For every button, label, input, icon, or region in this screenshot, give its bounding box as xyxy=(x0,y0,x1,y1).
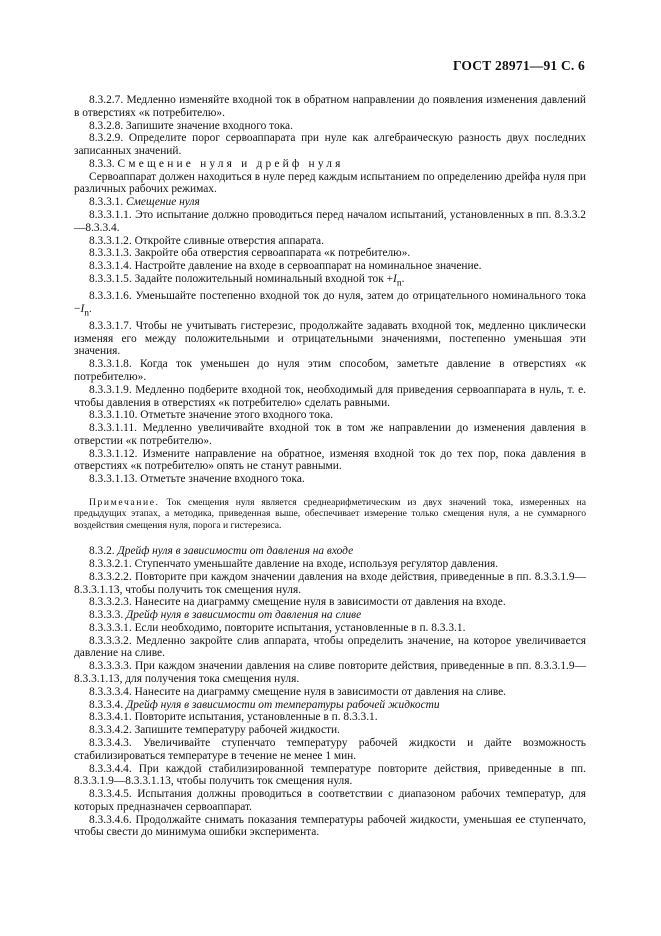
section-number: 8.3.3. xyxy=(89,157,115,170)
current-subscript: n xyxy=(396,278,402,289)
list-item: 8.3.3.4.6. Продолжайте снимать показания температуры рабочей жидкости, уменьшая ее ступенчато, чтобы свести до минимума ошибки эксперимента. xyxy=(74,813,586,839)
list-item: 8.3.3.1.9. Медленно подберите входной ток, необходимый для приведения сервоаппарата в нуль, т. е. чтобы давления в отверстиях «к потребителю» сделать равными. xyxy=(74,383,586,409)
list-item: 8.3.3.1.4. Настройте давление на входе в сервоаппарат на номинальное значение. xyxy=(89,260,482,273)
paragraph: Сервоаппарат должен находиться в нуле перед каждым испытанием по определению дрейфа нуля при различных рабочих режимах. xyxy=(74,170,586,196)
section-number: 8.3.3.3. xyxy=(89,609,124,622)
page-header: ГОСТ 28971—91 С. 6 xyxy=(452,58,585,73)
list-item xyxy=(74,290,586,320)
list-item: 8.3.3.1.1. Это испытание должно проводиться перед началом испытаний, установленных в пп. 8.3.3.2—8.3.3.4. xyxy=(74,209,586,234)
list-item: 8.3.3.3.4. Нанесите на диаграмму смещение нуля в зависимости от давления на сливе. xyxy=(89,685,507,698)
current-subscript: n xyxy=(84,308,89,319)
document-body xyxy=(74,94,586,839)
item-text: 8.3.3.1.5. Задайте положительный номинальный входной ток + xyxy=(89,272,394,285)
list-item: 8.3.3.1.11. Медленно увеличивайте входной ток в том же направлении до изменения давления в отверстии «к потребителю». xyxy=(74,422,586,447)
subsection-heading xyxy=(74,699,586,712)
list-item: 8.3.3.1.10. Отметьте значение этого входного тока. xyxy=(89,409,334,422)
section-number: 8.3.2. xyxy=(89,545,115,558)
section-number: 8.3.3.1. xyxy=(89,196,124,209)
paragraph: 8.3.2.7. Медленно изменяйте входной ток в обратном направлении до появления изменения давлений в отверстиях «к потребителю». xyxy=(74,94,586,119)
section-title: Дрейф нуля в зависимости от давления на входе xyxy=(117,545,354,558)
subsection-heading xyxy=(74,196,586,209)
note-text: Ток смещения нуля является среднеарифметическим из двух значений тока, измеренных на предыдущих этапах, а методика, приведенная выше, обеспечивает измерение только смещения нуля, а не суммарного воздействия смещения нуля, порога и гистерезиса. xyxy=(74,497,586,531)
list-item: 8.3.3.1.2. Откройте сливные отверстия аппарата. xyxy=(89,234,324,247)
list-item: 8.3.3.1.12. Измените направление на обратное, изменяя входной ток до тех пор, пока давления в отверстиях «к потребителю» опять не станут равными. xyxy=(74,447,586,473)
item-end: . xyxy=(88,302,92,315)
list-item: 8.3.3.1.7. Чтобы не учитывать гистерезис, продолжайте задавать входной ток, медленно циклически изменяя его между положительными и отрицательными значениями, постепенно уменьшая эти значения. xyxy=(74,319,586,358)
paragraph: 8.3.2.8. Запишите значение входного тока. xyxy=(89,119,293,132)
current-symbol: I xyxy=(393,272,397,285)
section-number: 8.3.3.4. xyxy=(89,698,124,711)
list-item: 8.3.3.2.1. Ступенчато уменьшайте давление на входе, используя регулятор давления. xyxy=(89,558,499,570)
list-item: 8.3.3.1.3. Закройте оба отверстия сервоаппарата «к потребителю». xyxy=(89,247,411,260)
note xyxy=(74,497,586,531)
list-item: 8.3.3.3.1. Если необходимо, повторите испытания, установленные в п. 8.3.3.1. xyxy=(89,621,466,634)
subsection-heading xyxy=(74,545,586,558)
item-end: . xyxy=(401,272,405,285)
list-item: 8.3.3.2.3. Нанесите на диаграмму смещение нуля в зависимости от давления на входе. xyxy=(89,596,506,609)
section-title: Смещение нуля xyxy=(126,196,200,209)
section-title: Смещение нуля и дрейф нуля xyxy=(117,157,344,170)
list-item: 8.3.3.4.3. Увеличивайте ступенчато температуру рабочей жидкости и дайте возможность стабилизироваться температуре в течение не менее 1 мин. xyxy=(74,736,586,762)
list-item: 8.3.3.2.2. Повторите при каждом значении давления на входе действия, приведенные в пп. 8.3.3.1.9—8.3.3.1.13, чтобы получить ток смещения нуля. xyxy=(74,570,586,596)
current-symbol: I xyxy=(80,302,85,315)
list-item: 8.3.3.3.2. Медленно закройте слив аппарата, чтобы определить значение, на которое увеличивается давление на сливе. xyxy=(74,634,586,660)
paragraph: 8.3.2.9. Определите порог сервоаппарата при нуле как алгебраическую разность двух последних записанных значений. xyxy=(74,132,586,158)
list-item: 8.3.3.4.4. При каждой стабилизированной температуре повторите действия, приведенные в пп. 8.3.3.1.9—8.3.3.1.13, чтобы получить ток смещения нуля. xyxy=(74,762,586,788)
note-label: Примечание. xyxy=(89,497,160,508)
section-heading-8-3-3 xyxy=(74,158,586,171)
list-item: 8.3.3.4.5. Испытания должны проводиться в соответствии с диапазоном рабочих температур, для которых предназначен сервоаппарат. xyxy=(74,788,586,813)
section-title: Дрейф нуля в зависимости от давления на сливе xyxy=(126,609,362,622)
list-item: 8.3.3.4.2. Запишите температуру рабочей жидкости. xyxy=(89,724,340,737)
subsection-heading xyxy=(74,609,586,622)
item-text: 8.3.3.1.6. Уменьшайте постепенно входной ток до нуля, затем до отрицательного номинального тока − xyxy=(74,290,586,315)
list-item: 8.3.3.3.3. При каждом значении давления на сливе повторите действия, приведенные в пп. 8.3.3.1.9—8.3.3.1.13, для получения тока смещения нуля. xyxy=(74,660,586,686)
list-item: 8.3.3.1.13. Отметьте значение входного тока. xyxy=(89,473,305,486)
list-item xyxy=(74,273,586,290)
list-item: 8.3.3.4.1. Повторите испытания, установленные в п. 8.3.3.1. xyxy=(89,711,378,724)
section-title: Дрейф нуля в зависимости от температуры рабочей жидкости xyxy=(126,698,440,711)
list-item: 8.3.3.1.8. Когда ток уменьшен до нуля этим способом, заметьте давление в отверстиях «к потребителю». xyxy=(74,358,586,383)
